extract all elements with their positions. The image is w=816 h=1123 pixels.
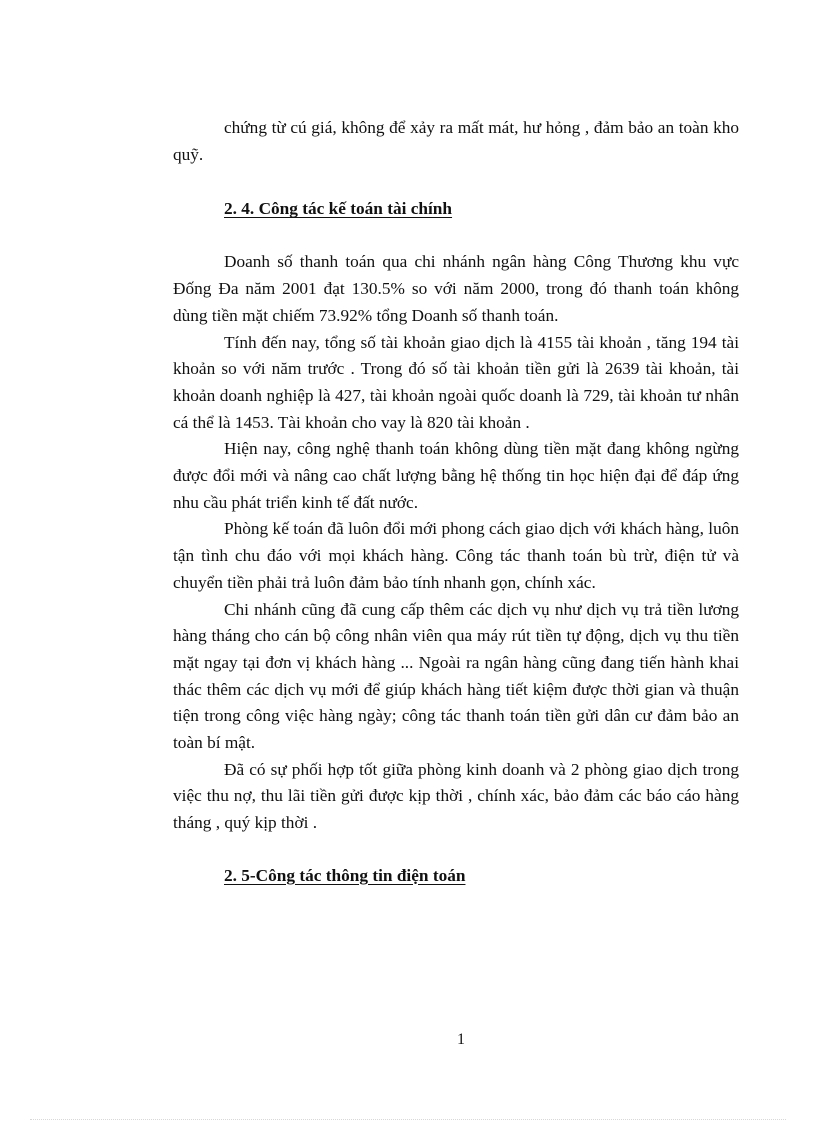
paragraph-coordination: Đã có sự phối hợp tốt giữa phòng kinh doanh và 2 phòng giao dịch trong việc thu nợ, thu lãi tiền gửi được kịp thời , chính xác, bảo đảm các báo cáo hàng tháng , quý kịp thời . xyxy=(173,759,739,833)
page-number: 1 xyxy=(457,1031,465,1048)
paragraph-payment-revenue: Doanh số thanh toán qua chi nhánh ngân hàng Công Thương khu vực Đống Đa năm 2001 đạt 130.5% so với năm 2000, trong đó thanh toán không dùng tiền mặt chiếm 73.92% tổng Doanh số thanh toán. xyxy=(173,252,739,325)
paragraph-accounts: Tính đến nay, tổng số tài khoản giao dịch là 4155 tài khoản , tăng 194 tài khoản so với năm trước . Trong đó số tài khoản tiền gửi là 2639 tài khoản, tài khoản doanh nghiệp là 427, tài khoản ngoài quốc doanh là 729, tài khoản tư nhân cá thể là 1453. Tài khoản cho vay là 820 tài khoản . xyxy=(173,332,739,432)
paragraph-continuation: chứng từ cú giá, không để xảy ra mất mát, hư hỏng , đảm bảo an toàn kho quỹ. xyxy=(173,118,739,164)
paragraph-technology: Hiện nay, công nghệ thanh toán không dùng tiền mặt đang không ngừng được đổi mới và nâng cao chất lượng bằng hệ thống tin học hiện đại để đáp ứng nhu cầu phát triển kinh tế đất nước. xyxy=(173,439,739,512)
section-heading-2-4: 2. 4. Công tác kế toán tài chính xyxy=(224,199,453,219)
document-page xyxy=(173,115,739,889)
section-heading-2-5: 2. 5-Công tác thông tin điện toán xyxy=(224,865,466,885)
paragraph-accounting-dept: Phòng kế toán đã luôn đổi mới phong cách giao dịch với khách hàng, luôn tận tình chu đáo với mọi khách hàng. Công tác thanh toán bù trừ, điện tử và chuyển tiền phải trả luôn đảm bảo tính nhanh gọn, chính xác. xyxy=(173,519,739,592)
footer-divider xyxy=(30,1119,786,1120)
paragraph-services: Chi nhánh cũng đã cung cấp thêm các dịch vụ như dịch vụ trả tiền lương hàng tháng cho cán bộ công nhân viên qua máy rút tiền tự động, dịch vụ thu tiền mặt ngay tại đơn vị khách hàng ... Ngoài ra ngân hàng cũng đang tiến hành khai thác thêm các dịch vụ mới để giúp khách hàng tiết kiệm được thời gian và thuận tiện trong công việc hàng ngày; công tác thanh toán tiền gửi dân cư đảm bảo an toàn bí mật. xyxy=(173,599,739,753)
